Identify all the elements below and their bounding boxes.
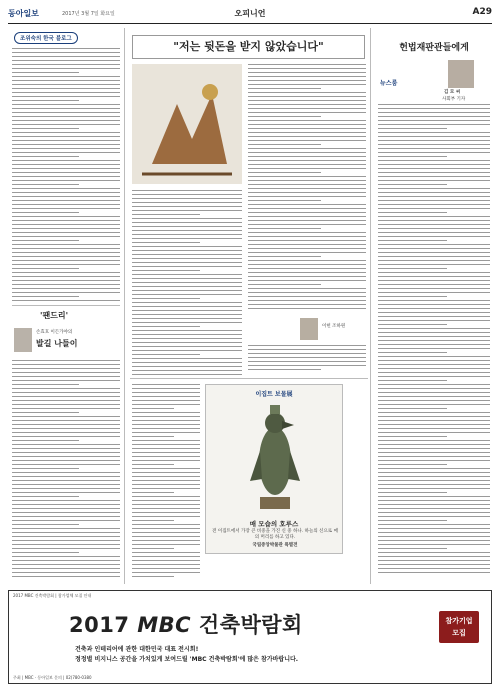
exhibit-figure	[205, 384, 343, 554]
right-author: 김 모 씨	[444, 90, 461, 95]
advertisement	[8, 590, 492, 684]
body-text-main-4	[132, 384, 200, 580]
ad-badge-line2: 모집	[452, 629, 466, 637]
right-author-role: 사회부 기자	[442, 97, 466, 102]
column-author: 손효호 이든가야의	[36, 330, 73, 335]
ad-topline: 2017 MBC 건축박람회 | 참가업체 모집 안내	[13, 593, 92, 598]
illustration	[132, 64, 242, 184]
ad-year: 2017	[69, 613, 130, 637]
body-text-left	[12, 48, 120, 303]
right-column-title: 헌법재판관들에게	[399, 43, 469, 53]
author-photo	[14, 328, 32, 352]
column-heading: 발길 나들이	[36, 338, 78, 348]
section-title: 오피니언	[234, 9, 266, 18]
ad-headline	[69, 609, 303, 639]
body-text-left-2	[12, 360, 120, 580]
page-number: A29	[472, 7, 492, 17]
exhibit-info: 국립중앙박물관 특별전	[252, 543, 298, 548]
headline: "저는 뒷돈을 받지 않았습니다"	[132, 35, 365, 59]
ad-subline-1: 건축과 인테리어에 관한 대한민국 대표 전시회!	[75, 646, 199, 653]
divider	[12, 305, 120, 306]
body-text-main-2	[248, 64, 366, 314]
page-header	[8, 6, 492, 24]
column-chip: 조위숙의 한국 블로그	[14, 32, 78, 44]
column-divider	[124, 28, 125, 584]
figure-caption: 매 모습의 호루스	[249, 520, 299, 528]
column-divider	[370, 28, 371, 584]
column-title: '팬드리'	[40, 310, 69, 320]
ad-badge-line1: 참가기업	[445, 617, 473, 625]
body-text-main-3	[248, 345, 366, 375]
ad-footer: 주최 | MBC · 동아일보 문의 | 02)780-0380	[13, 675, 92, 680]
issue-date: 2017년 3월 7일 화요일	[62, 11, 115, 17]
figure-title: 이집트 보물展	[255, 391, 293, 398]
newspaper-brand: 동아일보	[8, 9, 39, 18]
author-photo-right	[448, 60, 474, 88]
body-text-main-1	[132, 190, 242, 380]
body-text-right	[378, 104, 490, 580]
ad-title: 건축박람회	[198, 613, 303, 637]
author-signature: 이헌 조하원	[322, 324, 346, 329]
figure-subcaption: 전 이집트에서 가장 큰 비중을 가진 신 중 하나. 하늘의 신으로 매의 머리를 하고 있다.	[212, 529, 338, 540]
ad-recruit-badge	[439, 611, 479, 643]
news-tag: 뉴스룸	[380, 80, 398, 87]
author-photo-main	[300, 318, 318, 340]
divider	[130, 378, 368, 379]
ad-brand: MBC	[137, 613, 192, 637]
ad-subline-2: 정정별 비지니스 공간을 가치있게 보여드릴 'MBC 건축박람회'에 많은 참가바랍니다.	[75, 656, 299, 663]
horus-statue-image	[236, 401, 314, 513]
illustration-art	[132, 64, 242, 184]
